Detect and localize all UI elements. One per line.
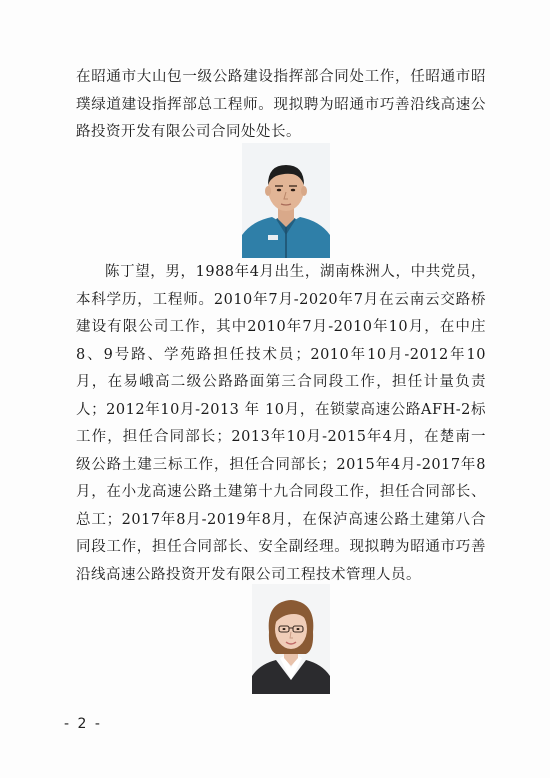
portrait-photo-man <box>242 143 330 258</box>
page-number: - 2 - <box>64 716 102 732</box>
paragraph-1: 在昭通市大山包一级公路建设指挥部合同处工作，任昭通市昭璞绿道建设指挥部总工程师。现拟聘为昭通市巧善沿线高速公路投资开发有限公司合同处处长。 <box>76 69 486 140</box>
paragraph-2: 陈丁望，男，1988年4月出生，湖南株洲人，中共党员，本科学历，工程师。2010年7月-2020年7月在云南云交路桥建设有限公司工作，其中2010年7月-2010年10月，在中庄8、9号路、学苑路担任技术员；2010年10月-2012年10月，在易峨高二级公路路面第三合同段工作，担任计量负责人；2012年10月-2013 年 10月，在锁蒙高速公路AFH-2标工作，担任合同部长；2013年10月-2015年4月，在楚南一级公路土建三标工作，担任合同部长；2015年4月-2017年8月，在小龙高速公路土建第十九合同段工作，担任合同部长、总工；2017年8月-2019年8月，在保泸高速公路土建第八合同段工作，担任合同部长、安全副经理。现拟聘为昭通市巧善沿线高速公路投资开发有限公司工程技术管理人员。 <box>76 264 486 583</box>
portrait-photo-woman <box>252 584 330 694</box>
